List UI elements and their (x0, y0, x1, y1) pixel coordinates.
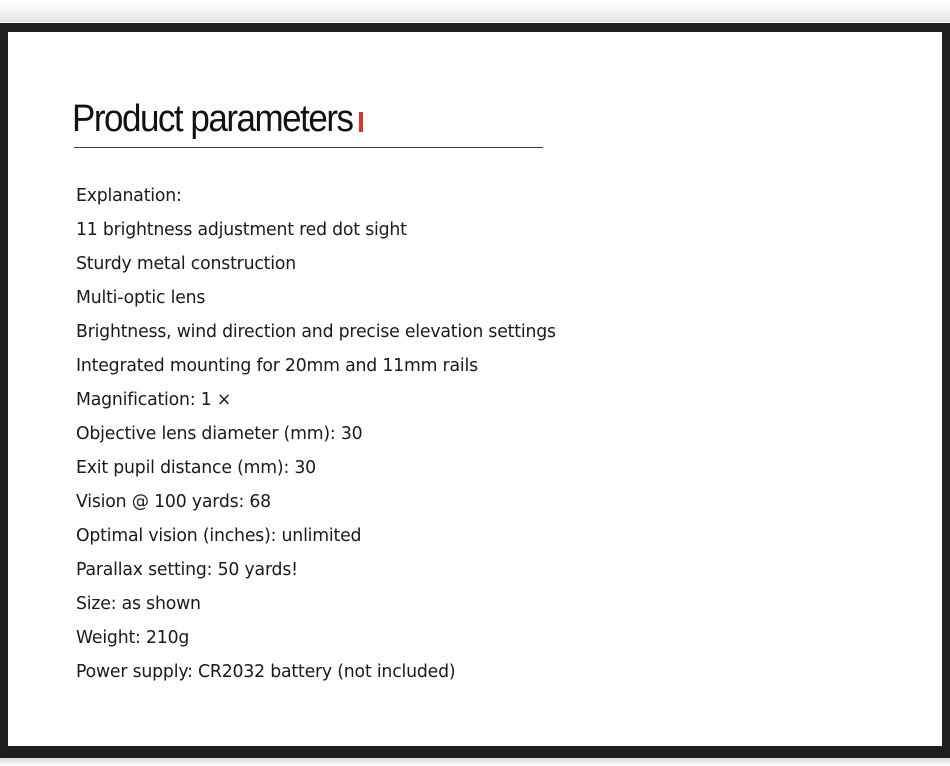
spec-mounting: Integrated mounting for 20mm and 11mm rails (76, 355, 478, 376)
bottom-shadow (0, 758, 950, 766)
spec-optimal-vision: Optimal vision (inches): unlimited (76, 525, 362, 546)
spec-exit-pupil: Exit pupil distance (mm): 30 (76, 457, 316, 478)
spec-lens: Multi-optic lens (76, 287, 206, 308)
spec-settings: Brightness, wind direction and precise elevation settings (76, 321, 556, 342)
top-shadow (0, 0, 950, 22)
spec-vision: Vision @ 100 yards: 68 (76, 491, 271, 512)
section-heading (74, 96, 543, 148)
spec-brightness-adjustment: 11 brightness adjustment red dot sight (76, 219, 407, 240)
spec-magnification: Magnification: 1 × (76, 389, 232, 410)
spec-explanation-label: Explanation: (76, 185, 182, 206)
spec-size: Size: as shown (76, 593, 201, 614)
page-title: Product parameters (72, 98, 353, 140)
spec-weight: Weight: 210g (76, 627, 190, 648)
spec-construction: Sturdy metal construction (76, 253, 296, 274)
spec-objective-lens: Objective lens diameter (mm): 30 (76, 423, 363, 444)
spec-parallax: Parallax setting: 50 yards! (76, 559, 298, 580)
spec-power-supply: Power supply: CR2032 battery (not included) (76, 661, 456, 682)
spec-list (76, 179, 576, 689)
title-accent-bar (359, 112, 363, 132)
